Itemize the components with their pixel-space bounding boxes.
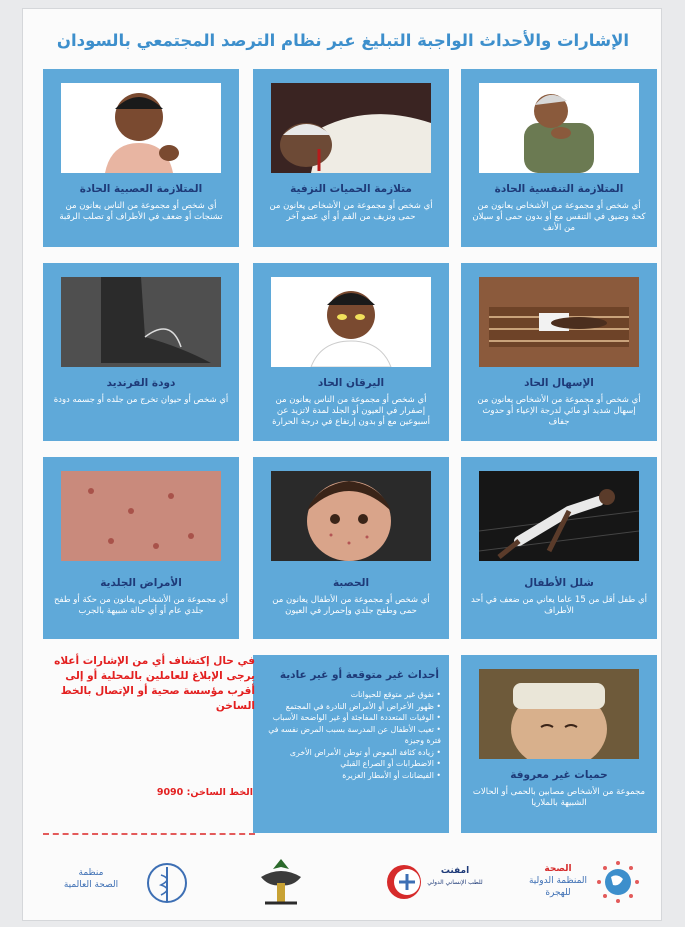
iom-text-1: المنظمة الدولية: [528, 876, 588, 886]
card-title: حميات غير معروفة: [510, 769, 608, 781]
card-desc: أي شخص أو مجموعة من الأشخاص يعانون من كحة وضيق في التنفس مع أو بدون حمى أو سيلان من الأنف: [472, 201, 646, 233]
imc-icon: [385, 863, 423, 901]
imc-text-2: للطب الإنساني الدولي: [427, 879, 483, 886]
events-list: [261, 689, 441, 781]
card-jaundice: [253, 263, 449, 441]
iom-logo: [523, 855, 643, 911]
card-desc: أي شخص أو مجموعة من الأشخاص يعانون من إسهال شديد أو مائي لدرجة الإعياء أو حدوث جفاف: [477, 395, 641, 427]
list-item: • ظهور الأعراض أو الأمراض النادرة في المجتمع: [261, 701, 441, 713]
poster-page: [22, 8, 662, 921]
list-item: • زيادة كثافة البعوض أو توطن الأمراض الأخرى: [261, 747, 441, 759]
card-guinea-worm: [43, 263, 239, 441]
who-emblem-icon: [145, 861, 189, 905]
card-measles: [253, 457, 449, 639]
hotline-label: الخط الساخن:: [186, 787, 253, 798]
measles-photo: [271, 471, 431, 561]
card-title: الأمراض الجلدية: [100, 577, 182, 589]
card-neurological: [43, 69, 239, 247]
iom-text-3: الصحة: [544, 864, 572, 874]
list-item: • تغيب الأطفال عن المدرسة بسبب المرض نفسه في فترة وجيزة: [261, 724, 441, 747]
poster-title: الإشارات والأحداث الواجبة التبليغ عبر نظام الترصد المجتمعي بالسودان: [56, 31, 630, 50]
card-desc: أي مجموعة من الأشخاص يعانون من حكة أو طفح جلدي عام أو أي حالة شبيهة بالجرب: [54, 595, 228, 616]
list-item: • الفيضانات أو الأمطار الغزيرة: [261, 770, 441, 782]
guinea-worm-photo: [61, 277, 221, 367]
who-text-1: منظمة: [78, 868, 104, 878]
card-title: شلل الأطفال: [524, 577, 594, 589]
card-title: اليرقان الحاد: [317, 377, 385, 389]
card-desc: أي طفل أقل من 15 عاما يعاني من ضعف في أحد الأطراف: [471, 595, 647, 616]
imc-logo: [385, 855, 485, 911]
list-item: • نفوق غير متوقع للحيوانات: [261, 689, 441, 701]
card-desc: أي شخص أو مجموعة من الأشخاص يعانون من حمى ونزيف من الفم أو أي عضو آخر: [269, 201, 433, 222]
fever-photo: [479, 669, 639, 759]
list-item: • الوفيات المتعددة المفاجئة أو غير الواضحة الأسباب: [261, 712, 441, 724]
diarrhea-photo: [479, 277, 639, 367]
card-title: المتلازمة التنفسية الحادة: [494, 183, 624, 195]
ministry-emblem: [255, 855, 307, 911]
card-title: الحصبة: [332, 577, 370, 589]
imc-text-1: امفنت: [440, 866, 470, 876]
dashed-divider: [43, 833, 255, 835]
polio-photo: [479, 471, 639, 561]
unusual-events-box: [253, 655, 449, 833]
globe-icon: [595, 859, 641, 905]
card-polio: [461, 457, 657, 639]
skin-photo: [61, 471, 221, 561]
reporting-alert: في حال إكتشاف أي من الإشارات أعلاه يرجى الإبلاغ للعاملين بالمحلية أو إلى أقرب مؤسسة صحية أو الإتصال بالخط الساخن: [54, 655, 255, 712]
card-unknown-fever: [461, 655, 657, 833]
eagle-emblem-icon: [255, 855, 307, 911]
hotline-number: 9090: [156, 787, 184, 798]
card-title: المتلازمة العصبية الحادة: [79, 183, 203, 195]
card-hemorrhagic: [253, 69, 449, 247]
hotline: [143, 787, 253, 798]
card-respiratory: [461, 69, 657, 247]
card-title: متلازمة الحميات النزفية: [290, 183, 412, 195]
card-desc: أي شخص أو حيوان تخرج من جلده أو جسمه دودة: [53, 395, 229, 405]
card-desc: أي شخص أو مجموعة من الأطفال يعانون من حمى وطفح جلدي وإحمرار في العيون: [272, 595, 430, 616]
iom-text-2: للهجرة: [545, 888, 571, 898]
neurological-photo: [61, 83, 221, 173]
card-desc: أي شخص أو مجموعة من الناس يعانون من تشنجات أو ضعف في الأطراف أو تصلب الرقبة: [59, 201, 223, 222]
who-logo: [41, 855, 201, 911]
respiratory-photo: [479, 83, 639, 173]
events-title: أحداث غير متوقعة أو غير عادية: [279, 669, 439, 681]
card-desc: أي شخص أو مجموعة من الناس يعانون من إصفرار في العيون أو الجلد لمدة لاتزيد عن أسبوعين مع أو بدون إرتفاع في درجة الحرارة: [272, 395, 430, 427]
card-title: دودة الفرنديد: [106, 377, 176, 389]
list-item: • الاضطرابات أو الصراع القبلي: [261, 758, 441, 770]
card-diarrhea: [461, 263, 657, 441]
hemorrhagic-photo: [271, 83, 431, 173]
who-text-2: الصحة العالمية: [63, 880, 119, 890]
jaundice-photo: [271, 277, 431, 367]
card-desc: مجموعة من الأشخاص مصابين بالحمى أو الحالات الشبيهة بالملاريا: [472, 787, 646, 808]
card-skin-diseases: [43, 457, 239, 639]
card-title: الإسهال الحاد: [524, 377, 594, 389]
